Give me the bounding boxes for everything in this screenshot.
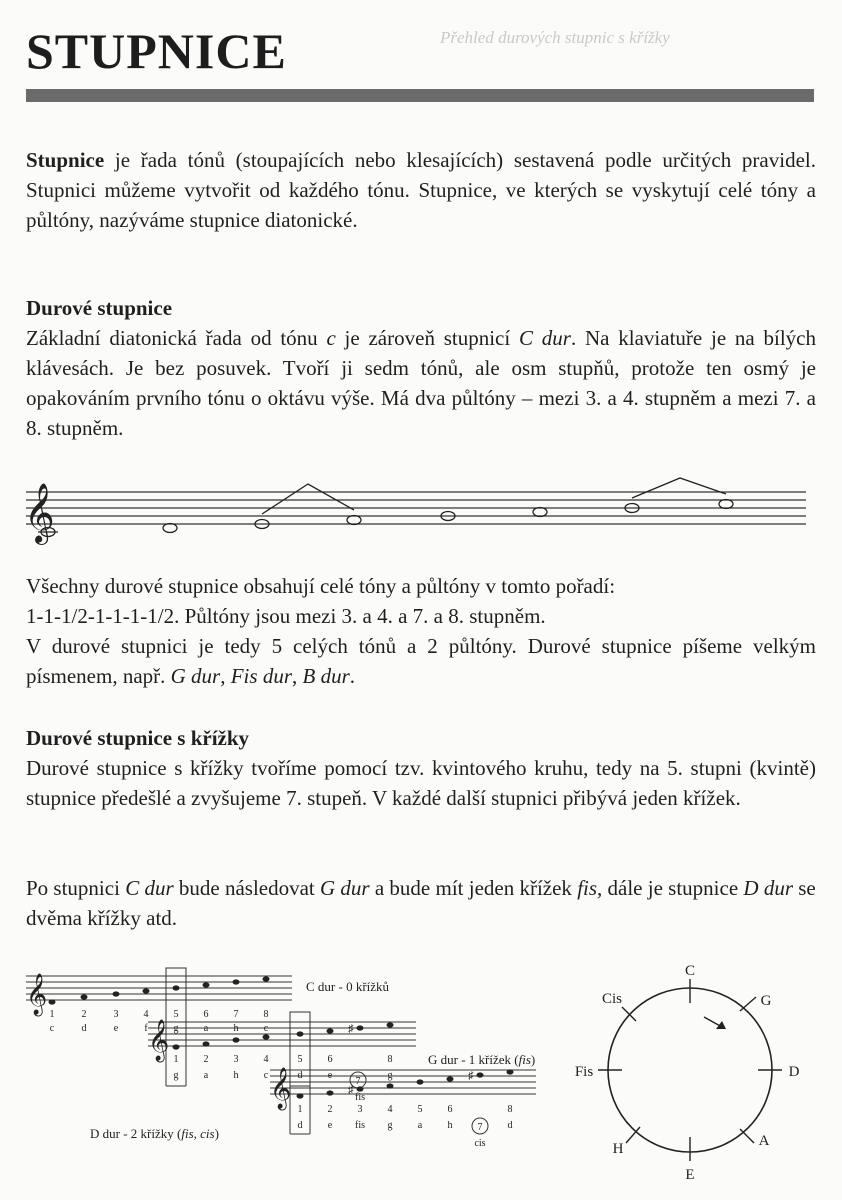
sharps-paragraph (26, 753, 816, 813)
note-name: g (173, 1070, 179, 1081)
treble-clef-icon: 𝄞 (24, 485, 55, 542)
degree-number: 8 (263, 1009, 269, 1020)
semitone-bracket-7-8 (632, 478, 726, 498)
c-major-scale-staff (0, 470, 842, 550)
example-b-dur: B dur (302, 664, 350, 688)
period: . (349, 664, 355, 688)
sharp-icon: ♯ (348, 1023, 354, 1035)
order-paragraph-2 (26, 631, 816, 691)
circle-of-fifths (570, 955, 832, 1185)
degree-number: 8 (387, 1054, 393, 1065)
degree-number: 2 (327, 1104, 333, 1115)
staff-label-d: D dur - 2 křížky (fis, cis) (90, 1126, 219, 1141)
order-line-2: 1-1-1/2-1-1-1-1/2. Půltóny jsou mezi 3. a 4. a 7. a 8. stupněm. (26, 604, 546, 628)
note-name: fis (355, 1120, 365, 1131)
degree-number: 6 (447, 1104, 453, 1115)
degree-number: 1 (173, 1054, 179, 1065)
degree-number: 4 (387, 1104, 393, 1115)
staff-c-dur (26, 976, 292, 1000)
note-name: d (81, 1023, 87, 1034)
circle-label-h: H (612, 1141, 624, 1157)
major-italic-c: c (326, 326, 336, 350)
major-text-3: . Na klaviatuře je na bílých klávesách. Je bez posuvek. Tvoří ji sedm tónů, ale osm stupňů, protože ten osmý je opakováním prvního tónu o oktávu výše. Má dva půltóny – mezi 3. a 4. stupněm a mezi 7. a 8. stupněm. (26, 326, 817, 440)
note-name: f (144, 1023, 148, 1034)
sharps-text: Durové stupnice s křížky tvoříme pomocí tzv. kvintového kruhu, tedy na 5. stupni (kvintě) stupnice předešlé a zvyšujeme 7. stupeň. V každé další stupnici přibývá jeden křížek. (26, 756, 816, 810)
note-name: h (233, 1023, 239, 1034)
treble-clef-icon: 𝄞 (270, 1068, 292, 1108)
note-name: a (417, 1120, 423, 1131)
intro-term: Stupnice (26, 148, 105, 172)
degree-number: 7 (477, 1122, 483, 1133)
staff-g-dur (148, 1022, 416, 1046)
major-text-1: Základní diatonická řada od tónu (26, 326, 327, 350)
degree-number: 4 (263, 1054, 269, 1065)
circle-label-e: E (685, 1167, 695, 1183)
faint-header-text: Přehled durových stupnic s křížky (440, 28, 670, 47)
order-line-1: Všechny durové stupnice obsahují celé tóny a půltóny v tomto pořadí: (26, 574, 616, 598)
note-name: a (203, 1070, 209, 1081)
note-name: c (49, 1023, 55, 1034)
circle-label-fis: Fis (574, 1064, 594, 1080)
title-underline-bar (26, 89, 814, 102)
order-text (26, 571, 816, 631)
degree-number: 8 (507, 1104, 513, 1115)
example-g-dur: G dur (170, 664, 221, 688)
note-name: fis (355, 1092, 365, 1103)
degree-number: 3 (113, 1009, 119, 1020)
circle-label-a: A (758, 1133, 770, 1149)
degree-number: 1 (297, 1104, 303, 1115)
intro-text: je řada tónů (stoupajících nebo klesajících) sestavená podle určitých pravidel. Stupnici můžeme vytvořit od každého tónu. Stupnice, ve kterých se vyskytují celé tóny a půltóny, nazýváme stupnice diatonické. (26, 148, 816, 232)
follow-e: a bude mít jeden křížek (369, 876, 578, 900)
degree-number: 4 (143, 1009, 149, 1020)
major-text-2: je zároveň stupnicí (335, 326, 519, 350)
follow-a: Po stupnici (26, 876, 126, 900)
degree-number: 2 (81, 1009, 87, 1020)
circle-label-d: D (788, 1064, 800, 1080)
note-name: g (387, 1120, 393, 1131)
note-name: c (263, 1070, 269, 1081)
follow-c: bude následovat (173, 876, 320, 900)
major-heading: Durové stupnice (26, 296, 173, 320)
degree-number: 6 (327, 1054, 333, 1065)
follow-g: , dále je stupnice (597, 876, 744, 900)
staff-label-g: G dur - 1 křížek (fis) (428, 1052, 536, 1067)
circle-label-g: G (760, 993, 772, 1009)
degree-number: 2 (203, 1054, 209, 1065)
degree-number: 7 (355, 1076, 361, 1087)
circle-label-c: C (684, 963, 696, 979)
treble-clef-icon: 𝄞 (26, 974, 48, 1014)
major-italic-cdur: C dur (519, 326, 571, 350)
sharps-heading: Durové stupnice s křížky (26, 726, 250, 750)
follow-gdur: G dur (320, 876, 370, 900)
treble-clef-icon: 𝄞 (148, 1020, 170, 1060)
degree-number: 5 (297, 1054, 303, 1065)
sharp-icon: ♯ (348, 1084, 354, 1096)
page-title: STUPNICE (26, 23, 287, 79)
note-name: h (447, 1120, 453, 1131)
semitone-bracket-3-4 (262, 484, 354, 514)
follow-fis: fis (577, 876, 598, 900)
note-d (163, 524, 177, 533)
note-name: c (263, 1023, 269, 1034)
note-name: a (203, 1023, 209, 1034)
note-name: e (113, 1023, 119, 1034)
intro-paragraph (26, 145, 816, 235)
note-c2 (719, 500, 733, 509)
note-name: g (173, 1023, 179, 1034)
circle-label-cis: Cis (601, 991, 623, 1007)
example-fis-dur: Fis dur (230, 664, 292, 688)
note-name: e (327, 1070, 333, 1081)
degree-number: 3 (233, 1054, 239, 1065)
order-text-a: V durové stupnici je tedy 5 celých tónů a 2 půltóny. Durové stupnice píšeme velkým písmenem, např. (26, 634, 816, 688)
follow-cdur: C dur (125, 876, 174, 900)
degree-number: 5 (417, 1104, 423, 1115)
major-paragraph (26, 323, 816, 443)
follow-i: se dvěma křížky atd. (26, 876, 816, 930)
note-name: g (387, 1070, 393, 1081)
note-name: e (327, 1120, 333, 1131)
note-f (347, 516, 361, 525)
degree-number: 6 (203, 1009, 209, 1020)
note-name: d (297, 1120, 303, 1131)
sharp-scales-diagram (0, 960, 580, 1180)
degree-number: 5 (173, 1009, 179, 1020)
degree-number: 1 (49, 1009, 55, 1020)
degree-number: 7 (233, 1009, 239, 1020)
note-name: d (507, 1120, 513, 1131)
follow-ddur: D dur (743, 876, 793, 900)
sharp-icon: ♯ (468, 1070, 474, 1082)
note-name: h (233, 1070, 239, 1081)
note-name: cis (474, 1138, 486, 1149)
sep-1: , (220, 664, 231, 688)
sep-2: , (292, 664, 303, 688)
note-name: d (297, 1070, 303, 1081)
note-a (533, 508, 547, 517)
follow-paragraph (26, 873, 816, 933)
degree-number: 3 (357, 1104, 363, 1115)
staff-label-c: C dur - 0 křížků (306, 979, 390, 994)
